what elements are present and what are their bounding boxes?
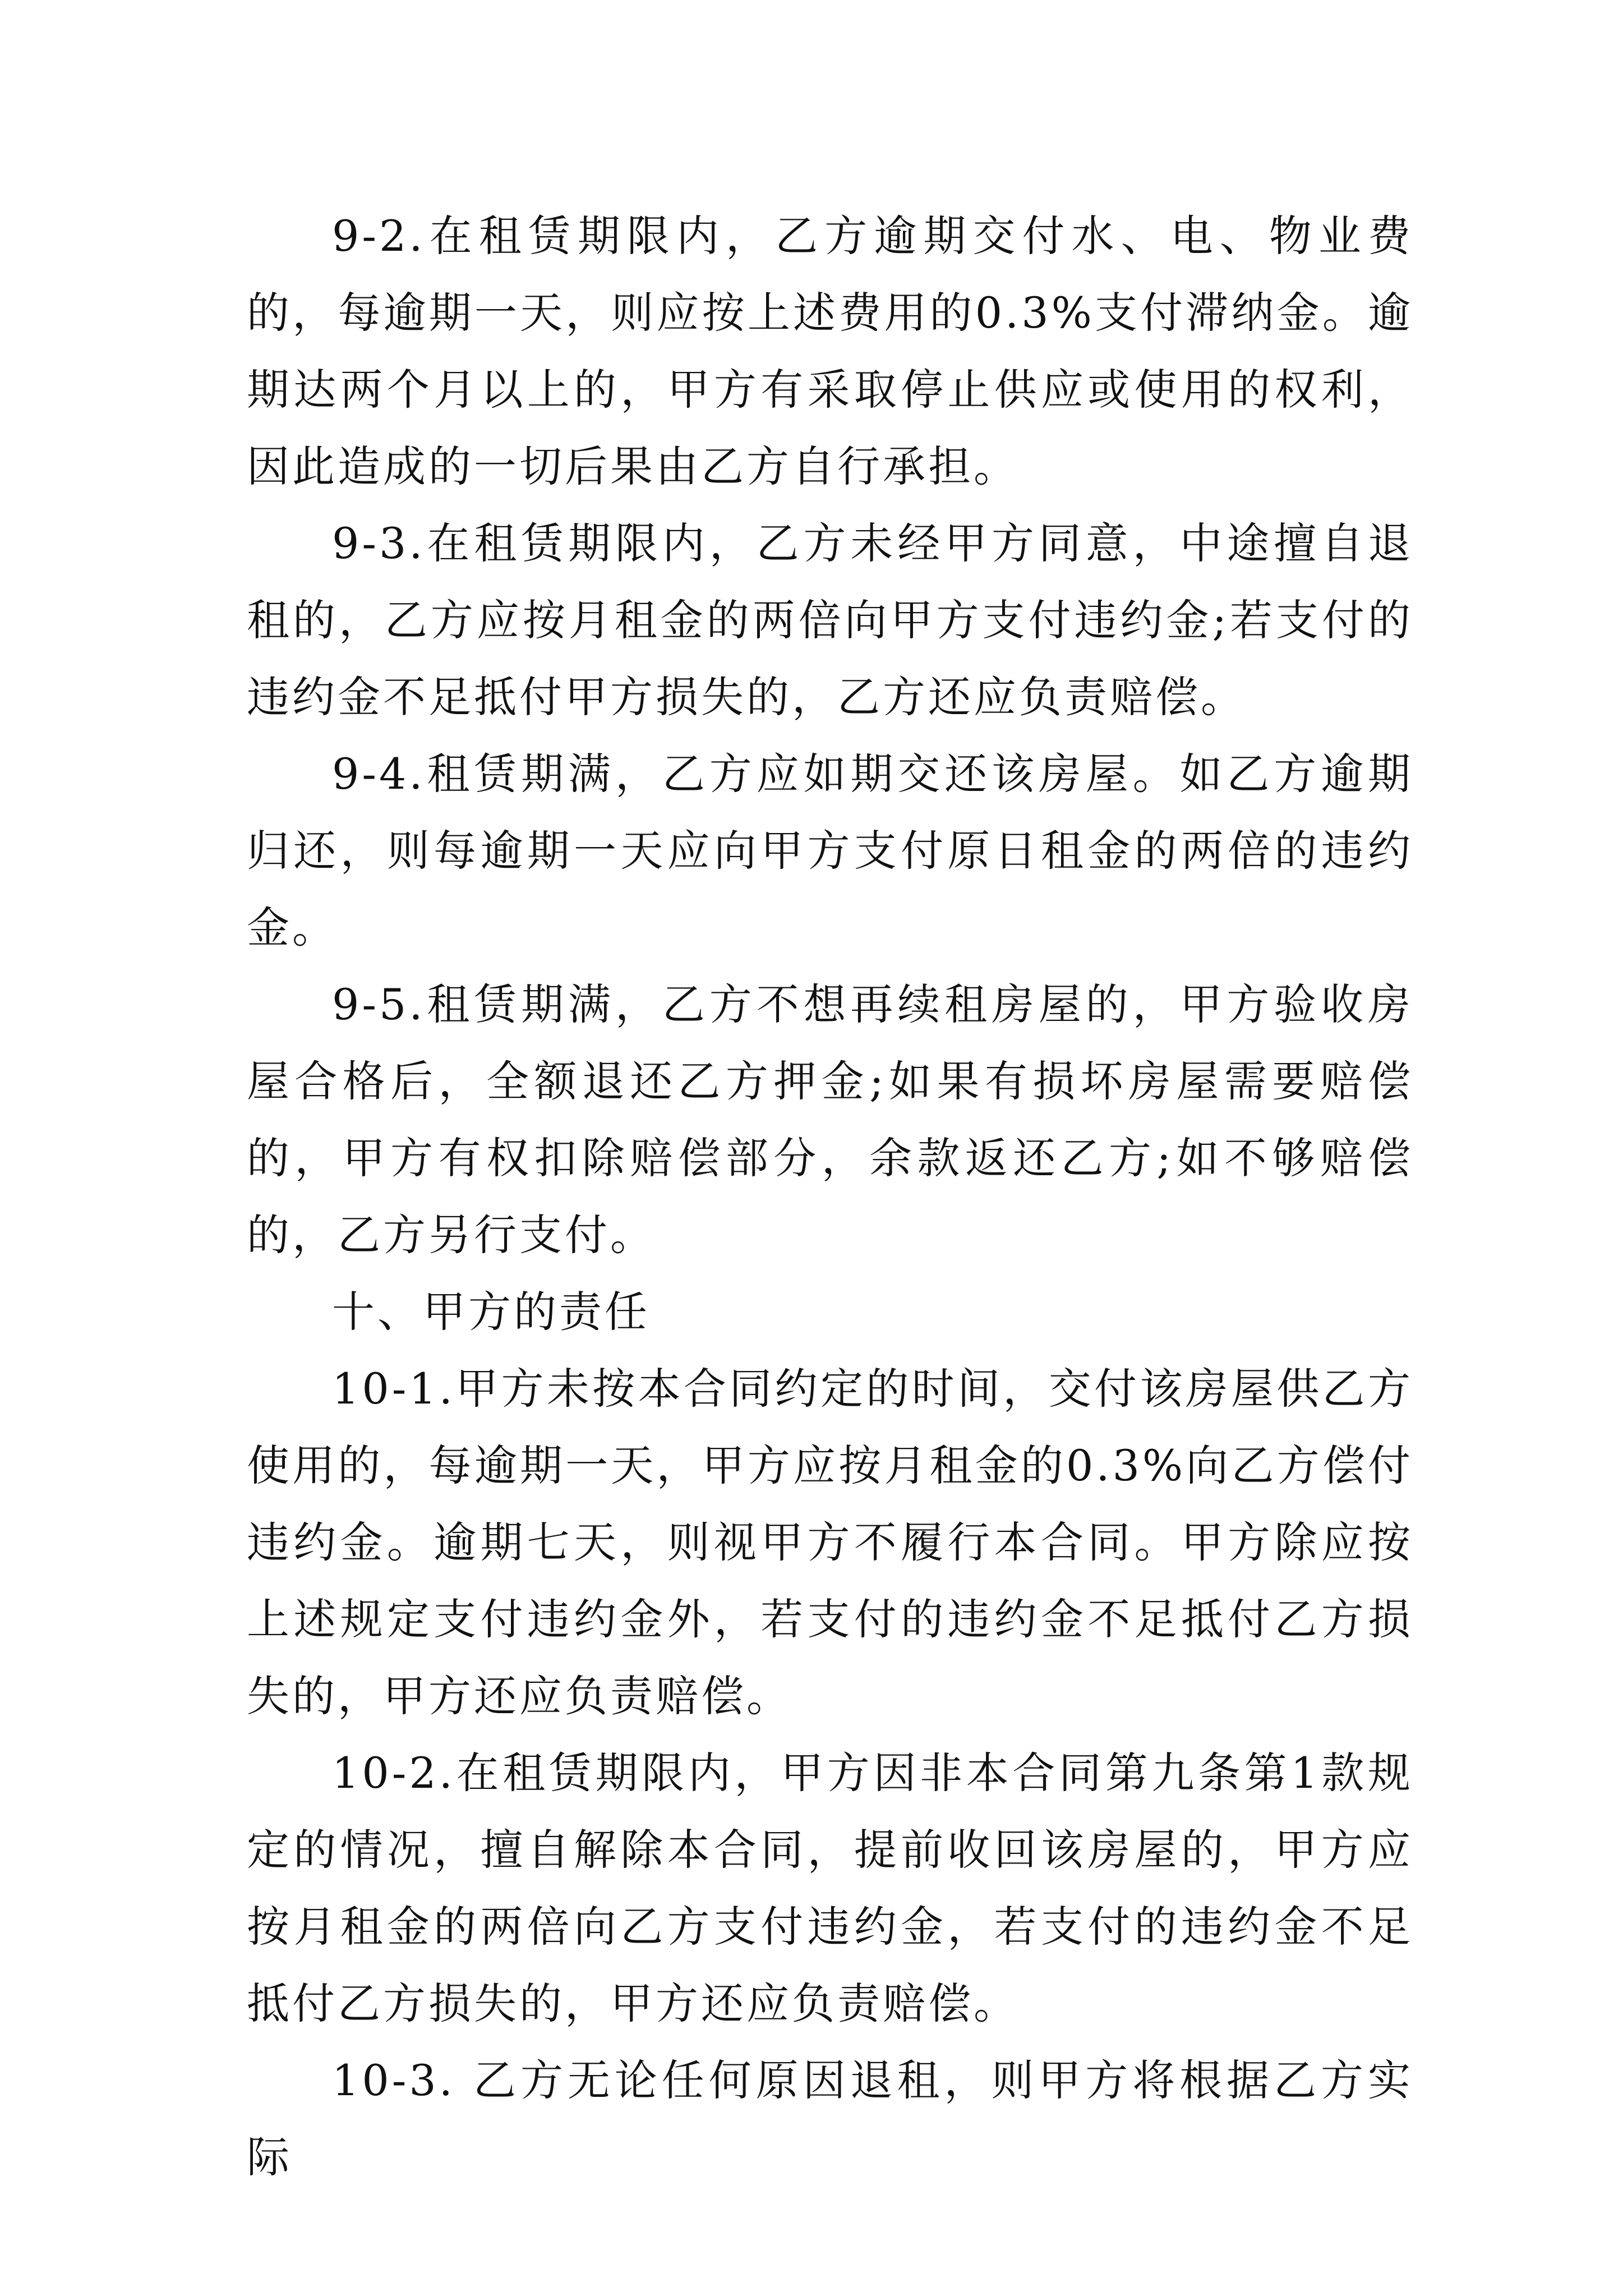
clause-9-5: 9-5.租赁期满，乙方不想再续租房屋的，甲方验收房屋合格后，全额退还乙方押金;如果有损坏房屋需要赔偿的，甲方有权扣除赔偿部分，余款返还乙方;如不够赔偿的，乙方另行支付。 bbox=[247, 979, 1413, 1260]
section-heading-10: 十、甲方的责任 bbox=[332, 1287, 650, 1337]
clause-10-2: 10-2.在租赁期限内，甲方因非本合同第九条第1款规定的情况，擅自解除本合同，提前收回该房屋的，甲方应按月租金的两倍向乙方支付违约金，若支付的违约金不足抵付乙方损失的，甲方还应负责赔偿。 bbox=[247, 1748, 1413, 2028]
clause-10-1: 10-1.甲方未按本合同约定的时间，交付该房屋供乙方使用的，每逾期一天，甲方应按月租金的0.3%向乙方偿付违约金。逾期七天，则视甲方不履行本合同。甲方除应按上述规定支付违约金外，若支付的违约金不足抵付乙方损失的，甲方还应负责赔偿。 bbox=[247, 1364, 1413, 1721]
clause-10-3: 10-3. 乙方无论任何原因退租，则甲方将根据乙方实际 bbox=[247, 2055, 1413, 2182]
clause-9-2: 9-2.在租赁期限内，乙方逾期交付水、电、物业费的，每逾期一天，则应按上述费用的0.3%支付滞纳金。逾期达两个月以上的，甲方有采取停止供应或使用的权利，因此造成的一切后果由乙方自行承担。 bbox=[247, 211, 1413, 491]
document-body bbox=[247, 197, 1413, 2196]
clause-9-3: 9-3.在租赁期限内，乙方未经甲方同意，中途擅自退租的，乙方应按月租金的两倍向甲方支付违约金;若支付的违约金不足抵付甲方损失的，乙方还应负责赔偿。 bbox=[247, 518, 1413, 722]
clause-9-4: 9-4.租赁期满，乙方应如期交还该房屋。如乙方逾期归还，则每逾期一天应向甲方支付原日租金的两倍的违约金。 bbox=[247, 749, 1413, 953]
